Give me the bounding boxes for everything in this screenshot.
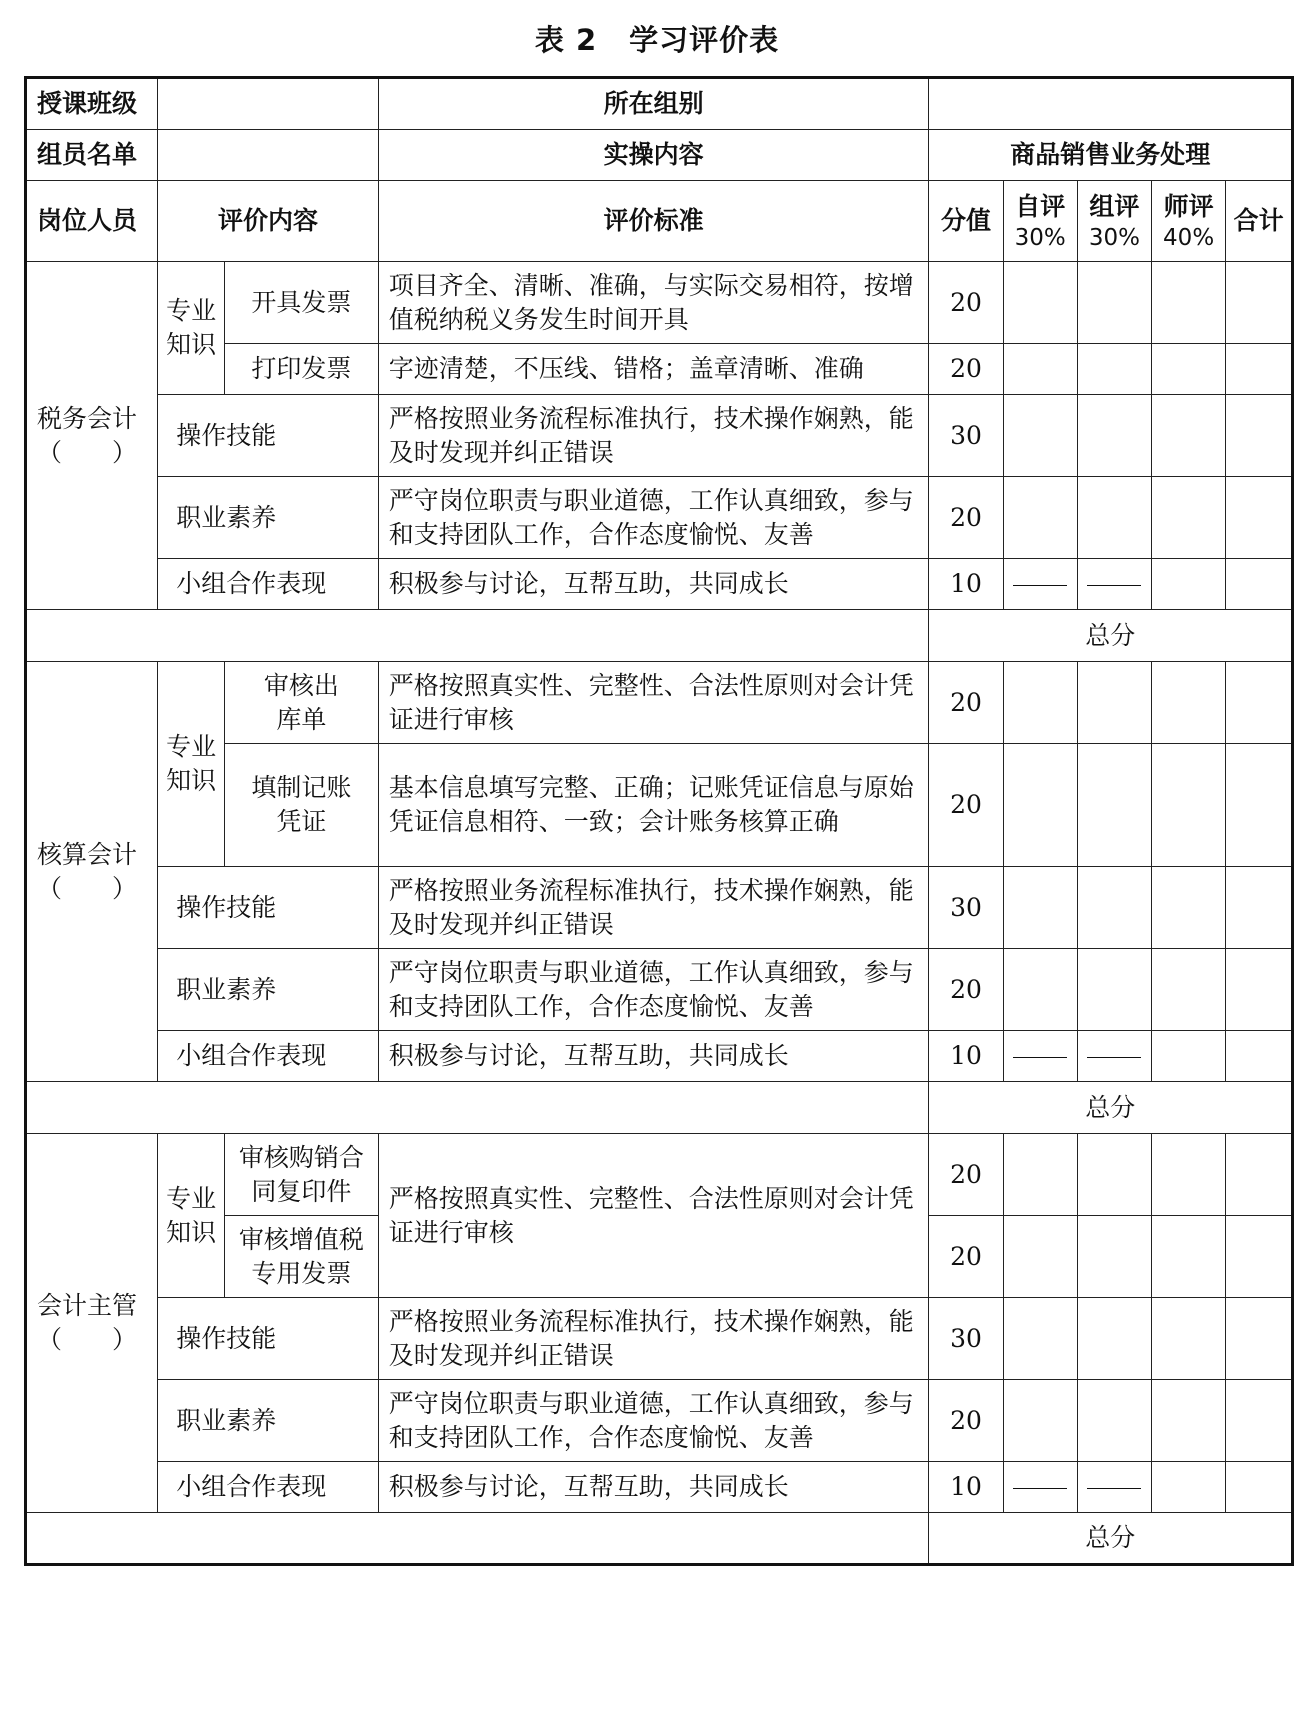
group-label: 所在组别 bbox=[378, 78, 929, 130]
self-eval-cell[interactable] bbox=[1003, 344, 1077, 395]
total-cell[interactable] bbox=[1226, 262, 1293, 344]
practice-value: 商品销售业务处理 bbox=[929, 130, 1293, 181]
role-cell-accounting-supervisor bbox=[26, 1134, 158, 1513]
self-eval-cell[interactable] bbox=[1003, 1380, 1077, 1462]
operation-label: 操作技能 bbox=[158, 1298, 378, 1380]
teacher-eval-label: 师评 bbox=[1163, 192, 1214, 221]
group-value-cell[interactable] bbox=[929, 78, 1293, 130]
members-label: 组员名单 bbox=[26, 130, 158, 181]
literacy-score: 20 bbox=[929, 477, 1003, 559]
members-value-cell[interactable] bbox=[158, 130, 378, 181]
teacher-eval-cell[interactable] bbox=[1152, 1216, 1226, 1298]
total-score-row bbox=[26, 610, 1293, 662]
group-eval-cell[interactable] bbox=[1077, 477, 1151, 559]
teamwork-score: 10 bbox=[929, 1462, 1003, 1513]
literacy-standard: 严守岗位职责与职业道德，工作认真细致，参与和支持团队工作，合作态度愉悦、友善 bbox=[378, 1380, 929, 1462]
dash-mark bbox=[1087, 1057, 1141, 1058]
dash-mark bbox=[1013, 1488, 1067, 1489]
literacy-score: 20 bbox=[929, 1380, 1003, 1462]
group-eval-cell[interactable] bbox=[1077, 1380, 1151, 1462]
total-score-blank bbox=[26, 1513, 929, 1565]
self-eval-cell[interactable] bbox=[1003, 867, 1077, 949]
teacher-eval-cell[interactable] bbox=[1152, 744, 1226, 867]
self-eval-cell[interactable] bbox=[1003, 1134, 1077, 1216]
self-eval-na bbox=[1003, 1031, 1077, 1082]
total-cell[interactable] bbox=[1226, 662, 1293, 744]
table-row bbox=[26, 867, 1293, 949]
table-row bbox=[26, 949, 1293, 1031]
role-paren: （ ） bbox=[37, 1325, 138, 1354]
table-row bbox=[26, 1134, 1293, 1216]
item-score: 20 bbox=[929, 1216, 1003, 1298]
role-cell-tax-accountant bbox=[26, 262, 158, 610]
self-eval-na bbox=[1003, 1462, 1077, 1513]
total-cell[interactable] bbox=[1226, 744, 1293, 867]
table-title-text: 学习评价表 bbox=[629, 23, 780, 57]
group-eval-na bbox=[1077, 559, 1151, 610]
item-score: 20 bbox=[929, 344, 1003, 395]
teamwork-score: 10 bbox=[929, 559, 1003, 610]
total-cell[interactable] bbox=[1226, 344, 1293, 395]
operation-standard: 严格按照业务流程标准执行，技术操作娴熟，能及时发现并纠正错误 bbox=[378, 867, 929, 949]
literacy-label: 职业素养 bbox=[158, 949, 378, 1031]
teamwork-standard: 积极参与讨论，互帮互助，共同成长 bbox=[378, 1031, 929, 1082]
self-eval-cell[interactable] bbox=[1003, 744, 1077, 867]
evaluation-table bbox=[24, 76, 1294, 1566]
total-cell[interactable] bbox=[1226, 559, 1293, 610]
self-eval-cell[interactable] bbox=[1003, 262, 1077, 344]
item-score: 20 bbox=[929, 662, 1003, 744]
item-name: 开具发票 bbox=[224, 262, 378, 344]
table-row bbox=[26, 662, 1293, 744]
teamwork-standard: 积极参与讨论，互帮互助，共同成长 bbox=[378, 1462, 929, 1513]
item-standard: 基本信息填写完整、正确；记账凭证信息与原始凭证信息相符、一致；会计账务核算正确 bbox=[378, 744, 929, 867]
table-title bbox=[0, 18, 1314, 59]
class-label: 授课班级 bbox=[26, 78, 158, 130]
header-row-columns bbox=[26, 181, 1293, 262]
header-row-members bbox=[26, 130, 1293, 181]
self-eval-column-header bbox=[1003, 181, 1077, 262]
professional-label: 专业知识 bbox=[158, 662, 225, 867]
self-eval-cell[interactable] bbox=[1003, 1216, 1077, 1298]
self-eval-cell[interactable] bbox=[1003, 477, 1077, 559]
item-name: 审核购销合同复印件 bbox=[224, 1134, 378, 1216]
operation-score: 30 bbox=[929, 395, 1003, 477]
self-eval-label: 自评 bbox=[1015, 192, 1066, 221]
group-eval-cell[interactable] bbox=[1077, 1298, 1151, 1380]
group-eval-cell[interactable] bbox=[1077, 262, 1151, 344]
teacher-eval-column-header bbox=[1152, 181, 1226, 262]
total-score-blank bbox=[26, 1082, 929, 1134]
literacy-standard: 严守岗位职责与职业道德，工作认真细致，参与和支持团队工作，合作态度愉悦、友善 bbox=[378, 949, 929, 1031]
total-score-label: 总分 bbox=[929, 1513, 1293, 1565]
dash-mark bbox=[1013, 585, 1067, 586]
total-score-row bbox=[26, 1513, 1293, 1565]
teacher-eval-cell[interactable] bbox=[1152, 477, 1226, 559]
operation-label: 操作技能 bbox=[158, 395, 378, 477]
teamwork-score: 10 bbox=[929, 1031, 1003, 1082]
table-row bbox=[26, 477, 1293, 559]
item-name: 填制记账凭证 bbox=[224, 744, 378, 867]
teamwork-label: 小组合作表现 bbox=[158, 559, 378, 610]
teacher-eval-cell[interactable] bbox=[1152, 662, 1226, 744]
role-name: 税务会计 bbox=[37, 403, 138, 433]
total-cell[interactable] bbox=[1226, 1134, 1293, 1216]
operation-score: 30 bbox=[929, 867, 1003, 949]
item-score: 20 bbox=[929, 262, 1003, 344]
total-score-row bbox=[26, 1082, 1293, 1134]
operation-label: 操作技能 bbox=[158, 867, 378, 949]
self-eval-percent: 30% bbox=[1014, 225, 1066, 251]
professional-label: 专业知识 bbox=[158, 1134, 225, 1298]
teacher-eval-cell[interactable] bbox=[1152, 395, 1226, 477]
teacher-eval-cell[interactable] bbox=[1152, 1462, 1226, 1513]
group-eval-cell[interactable] bbox=[1077, 662, 1151, 744]
role-paren: （ ） bbox=[37, 873, 138, 903]
header-row-class bbox=[26, 78, 1293, 130]
teamwork-label: 小组合作表现 bbox=[158, 1462, 378, 1513]
total-cell[interactable] bbox=[1226, 1298, 1293, 1380]
teacher-eval-cell[interactable] bbox=[1152, 1380, 1226, 1462]
total-score-blank bbox=[26, 610, 929, 662]
teacher-eval-cell[interactable] bbox=[1152, 559, 1226, 610]
total-score-label: 总分 bbox=[929, 610, 1293, 662]
shared-standard: 严格按照真实性、完整性、合法性原则对会计凭证进行审核 bbox=[378, 1134, 929, 1298]
item-standard: 项目齐全、清晰、准确，与实际交易相符，按增值税纳税义务发生时间开具 bbox=[378, 262, 929, 344]
literacy-label: 职业素养 bbox=[158, 1380, 378, 1462]
teacher-eval-cell[interactable] bbox=[1152, 867, 1226, 949]
operation-standard: 严格按照业务流程标准执行，技术操作娴熟，能及时发现并纠正错误 bbox=[378, 1298, 929, 1380]
content-column-header: 评价内容 bbox=[158, 181, 378, 262]
group-eval-cell[interactable] bbox=[1077, 395, 1151, 477]
table-row bbox=[26, 1298, 1293, 1380]
dash-mark bbox=[1087, 1488, 1141, 1489]
group-eval-cell[interactable] bbox=[1077, 344, 1151, 395]
group-eval-cell[interactable] bbox=[1077, 1216, 1151, 1298]
item-standard: 严格按照真实性、完整性、合法性原则对会计凭证进行审核 bbox=[378, 662, 929, 744]
self-eval-cell[interactable] bbox=[1003, 949, 1077, 1031]
item-standard: 字迹清楚，不压线、错格；盖章清晰、准确 bbox=[378, 344, 929, 395]
group-eval-cell[interactable] bbox=[1077, 744, 1151, 867]
teacher-eval-cell[interactable] bbox=[1152, 344, 1226, 395]
operation-score: 30 bbox=[929, 1298, 1003, 1380]
total-cell[interactable] bbox=[1226, 1462, 1293, 1513]
total-cell[interactable] bbox=[1226, 949, 1293, 1031]
total-score-label: 总分 bbox=[929, 1082, 1293, 1134]
table-row bbox=[26, 395, 1293, 477]
total-cell[interactable] bbox=[1226, 867, 1293, 949]
item-name: 审核出库单 bbox=[224, 662, 378, 744]
dash-mark bbox=[1013, 1057, 1067, 1058]
item-name: 打印发票 bbox=[224, 344, 378, 395]
total-column-header: 合计 bbox=[1226, 181, 1293, 262]
table-number: 表 2 bbox=[534, 23, 598, 57]
table-row bbox=[26, 1380, 1293, 1462]
group-eval-column-header bbox=[1077, 181, 1151, 262]
role-name: 会计主管 bbox=[37, 1291, 138, 1320]
operation-standard: 严格按照业务流程标准执行，技术操作娴熟，能及时发现并纠正错误 bbox=[378, 395, 929, 477]
teacher-eval-cell[interactable] bbox=[1152, 1031, 1226, 1082]
group-eval-cell[interactable] bbox=[1077, 949, 1151, 1031]
table-row bbox=[26, 559, 1293, 610]
total-cell[interactable] bbox=[1226, 1031, 1293, 1082]
teacher-eval-cell[interactable] bbox=[1152, 1298, 1226, 1380]
teacher-eval-percent: 40% bbox=[1163, 225, 1215, 251]
teamwork-label: 小组合作表现 bbox=[158, 1031, 378, 1082]
teacher-eval-cell[interactable] bbox=[1152, 262, 1226, 344]
role-column-header: 岗位人员 bbox=[26, 181, 158, 262]
self-eval-na bbox=[1003, 559, 1077, 610]
group-eval-percent: 30% bbox=[1088, 225, 1140, 251]
literacy-label: 职业素养 bbox=[158, 477, 378, 559]
table-row bbox=[26, 1031, 1293, 1082]
total-cell[interactable] bbox=[1226, 1380, 1293, 1462]
self-eval-cell[interactable] bbox=[1003, 1298, 1077, 1380]
group-eval-label: 组评 bbox=[1089, 192, 1140, 221]
self-eval-cell[interactable] bbox=[1003, 395, 1077, 477]
teamwork-standard: 积极参与讨论，互帮互助，共同成长 bbox=[378, 559, 929, 610]
literacy-standard: 严守岗位职责与职业道德，工作认真细致，参与和支持团队工作，合作态度愉悦、友善 bbox=[378, 477, 929, 559]
table-row bbox=[26, 262, 1293, 344]
group-eval-cell[interactable] bbox=[1077, 1134, 1151, 1216]
teacher-eval-cell[interactable] bbox=[1152, 949, 1226, 1031]
table-row bbox=[26, 1462, 1293, 1513]
total-cell[interactable] bbox=[1226, 1216, 1293, 1298]
item-score: 20 bbox=[929, 1134, 1003, 1216]
group-eval-cell[interactable] bbox=[1077, 867, 1151, 949]
total-cell[interactable] bbox=[1226, 395, 1293, 477]
role-paren: （ ） bbox=[37, 437, 138, 467]
professional-label: 专业知识 bbox=[158, 262, 225, 395]
literacy-score: 20 bbox=[929, 949, 1003, 1031]
dash-mark bbox=[1087, 585, 1141, 586]
score-column-header: 分值 bbox=[929, 181, 1003, 262]
total-cell[interactable] bbox=[1226, 477, 1293, 559]
group-eval-na bbox=[1077, 1462, 1151, 1513]
role-name: 核算会计 bbox=[37, 839, 138, 869]
item-score: 20 bbox=[929, 744, 1003, 867]
standard-column-header: 评价标准 bbox=[378, 181, 929, 262]
role-cell-cost-accountant bbox=[26, 662, 158, 1082]
teacher-eval-cell[interactable] bbox=[1152, 1134, 1226, 1216]
practice-label: 实操内容 bbox=[378, 130, 929, 181]
item-name: 审核增值税专用发票 bbox=[224, 1216, 378, 1298]
group-eval-na bbox=[1077, 1031, 1151, 1082]
class-value-cell[interactable] bbox=[158, 78, 378, 130]
self-eval-cell[interactable] bbox=[1003, 662, 1077, 744]
